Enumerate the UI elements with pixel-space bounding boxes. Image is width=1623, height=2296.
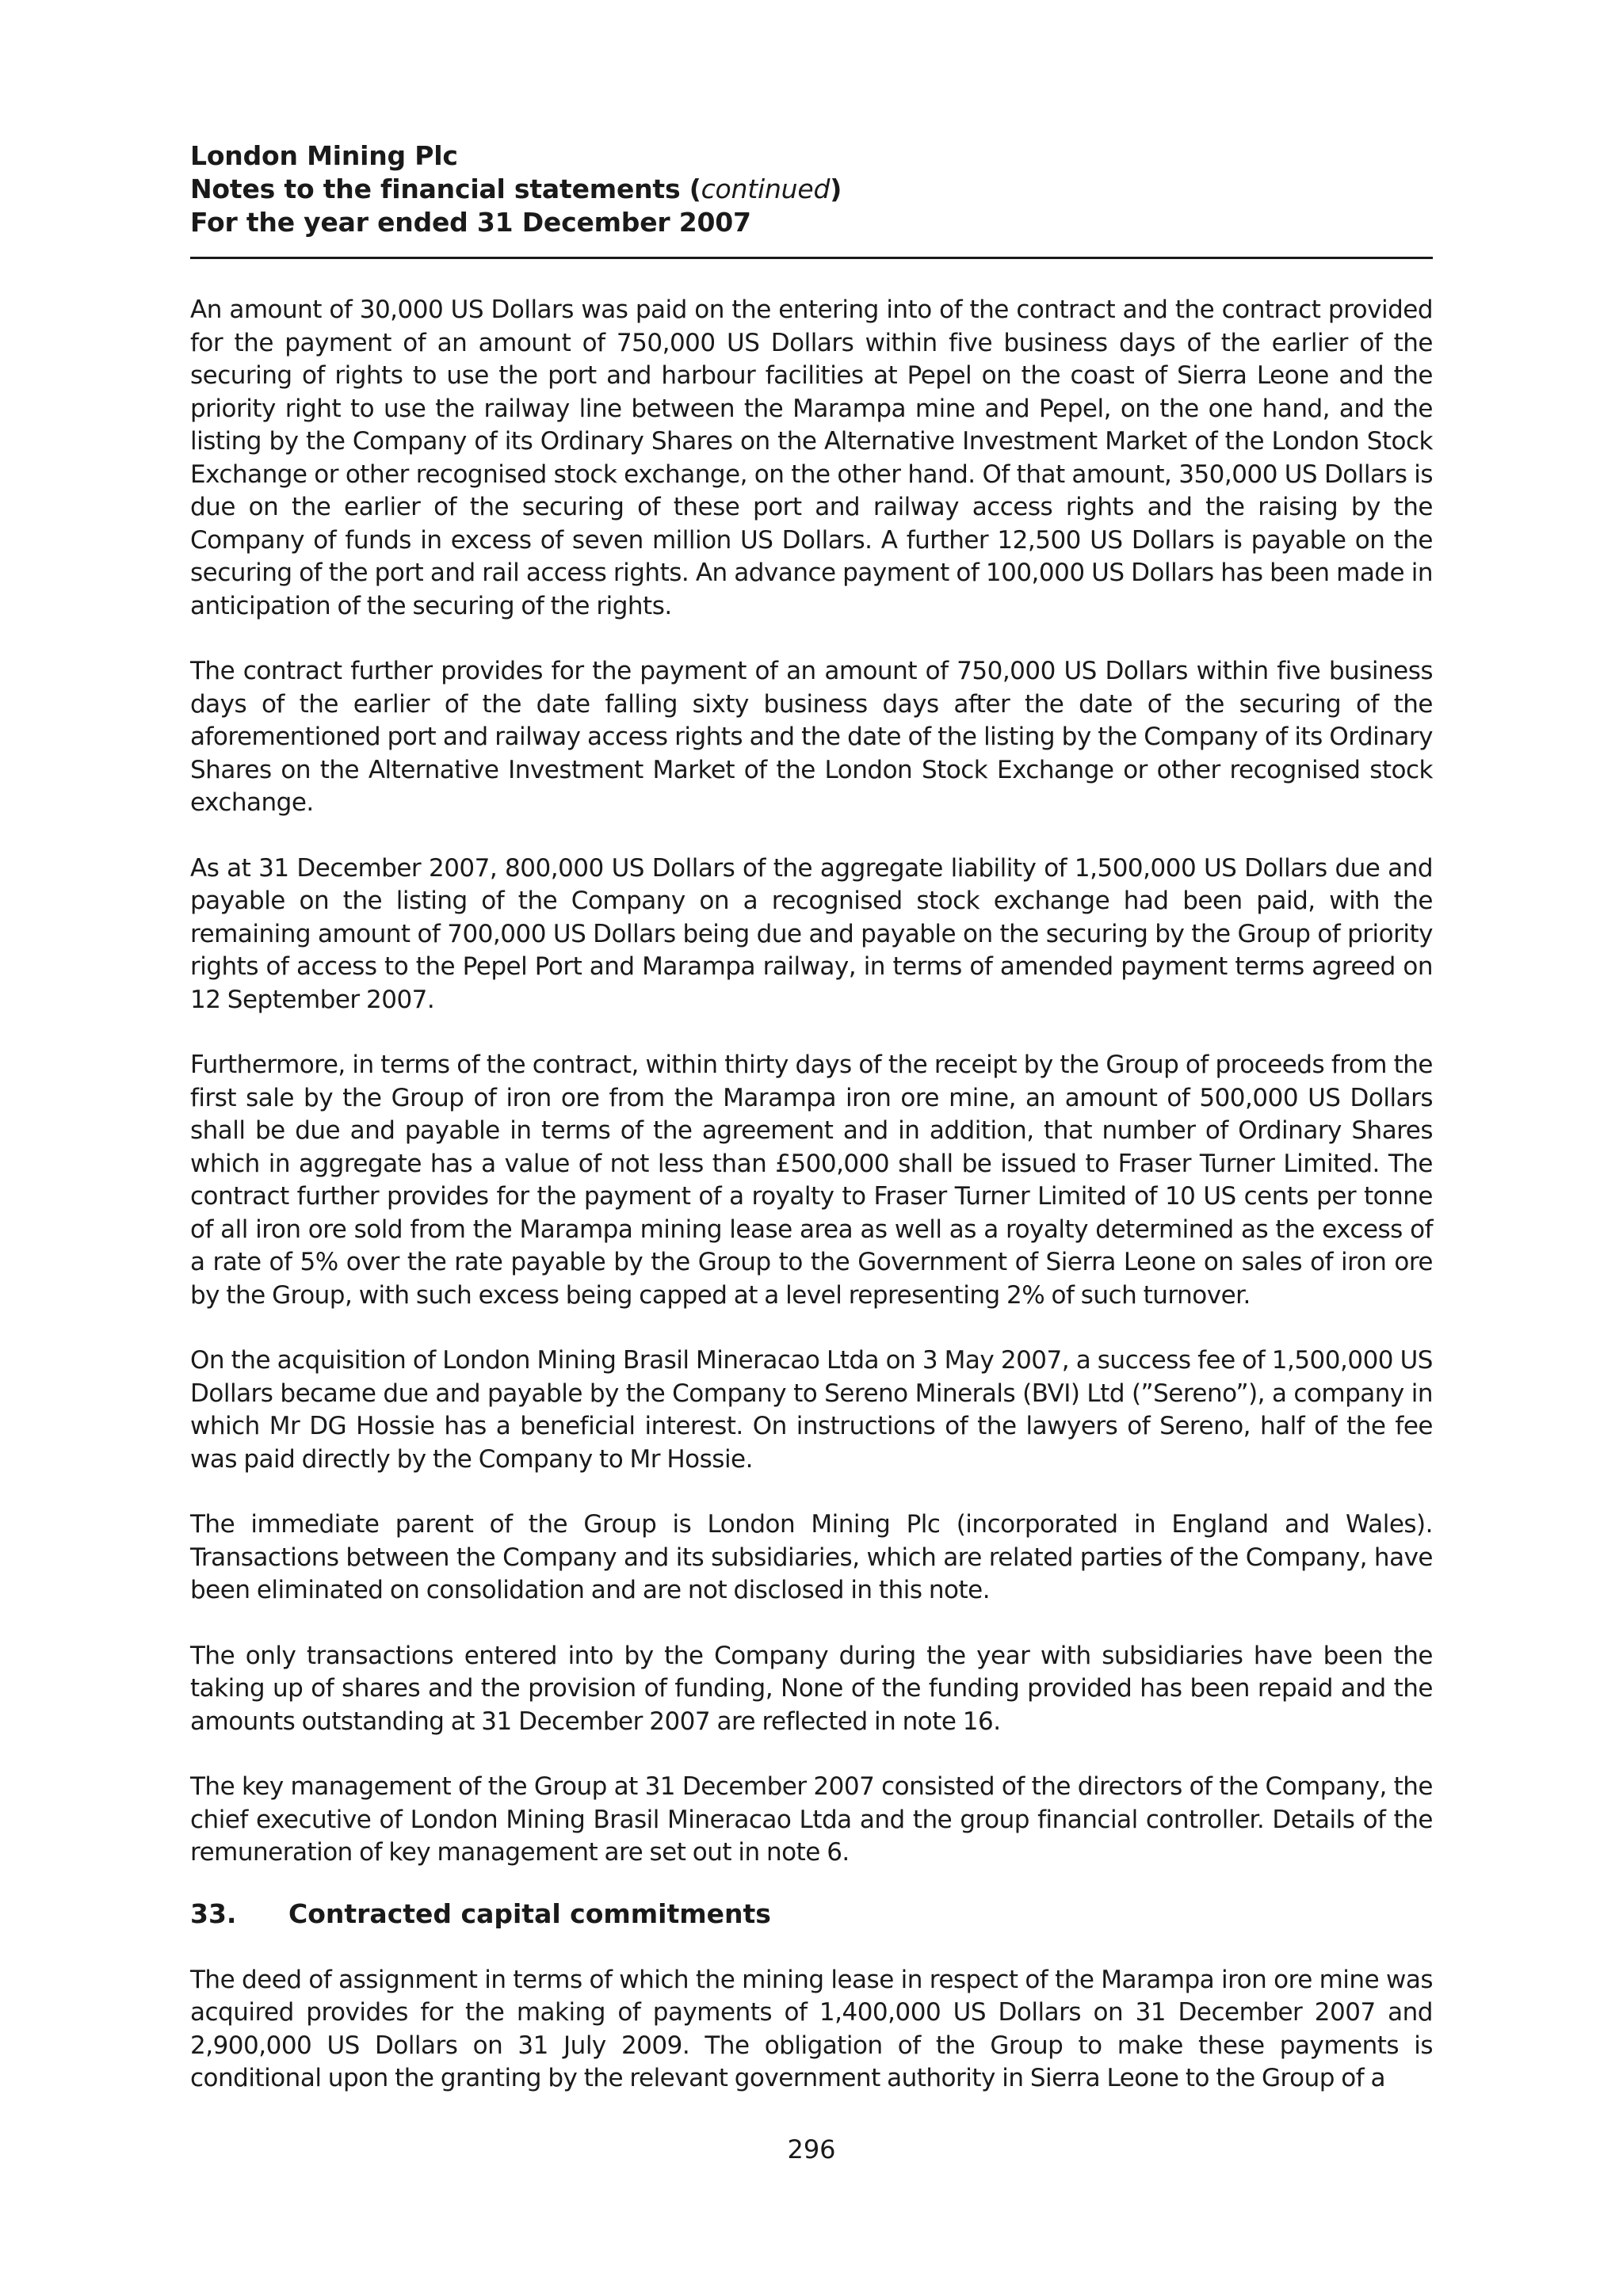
paragraph: The contract further provides for the payment of an amount of 750,000 US Dollars within five business days of the earlier of the date falling sixty business days after the date of the securing of the aforementioned port and railway access rights and the date of the listing by the Company of its Ordinary Shares on the Alternative Investment Market of the London Stock Exchange or other recognised stock exchange.: [190, 657, 1433, 817]
section-heading: [190, 1897, 1433, 1931]
paragraph: The only transactions entered into by the Company during the year with subsidiaries have been the taking up of shares and the provision of funding, None of the funding provided has been repaid and the amounts outstanding at 31 December 2007 are reflected in note 16.: [190, 1641, 1433, 1736]
company-name: London Mining Plc: [190, 140, 458, 171]
section-number: 33.: [190, 1897, 237, 1929]
page-content: [190, 139, 1433, 2128]
header-divider: [190, 257, 1433, 259]
paragraph: On the acquisition of London Mining Brasil Mineracao Ltda on 3 May 2007, a success fee of 1,500,000 US Dollars became due and payable by the Company to Sereno Minerals (BVI) Ltd (”Sereno”), a company in which Mr DG Hossie has a beneficial interest. On instructions of the lawyers of Sereno, half of the fee was paid directly by the Company to Mr Hossie.: [190, 1346, 1433, 1474]
notes-title: Notes to the financial statements (continued): [190, 174, 842, 204]
page-number: 296: [787, 2134, 836, 2164]
section-paragraph: The deed of assignment in terms of which the mining lease in respect of the Marampa iron ore mine was acquired provides for the making of payments of 1,400,000 US Dollars on 31 December 2007 and 2,900,000 US Dollars on 31 July 2009. The obligation of the Group to make these payments is conditional upon the granting by the relevant government authority in Sierra Leone to the Group of a: [190, 1965, 1433, 2092]
page-header: [190, 139, 1433, 239]
paragraph: Furthermore, in terms of the contract, within thirty days of the receipt by the Group of proceeds from the first sale by the Group of iron ore from the Marampa iron ore mine, an amount of 500,000 US Dollars shall be due and payable in terms of the agreement and in addition, that number of Ordinary Shares which in aggregate has a value of not less than £500,000 shall be issued to Fraser Turner Limited. The contract further provides for the payment of a royalty to Fraser Turner Limited of 10 US cents per tonne of all iron ore sold from the Marampa mining lease area as well as a royalty determined as the excess of a rate of 5% over the rate payable by the Group to the Government of Sierra Leone on sales of iron ore by the Group, with such excess being capped at a level representing 2% of such turnover.: [190, 1051, 1433, 1310]
paragraph: The key management of the Group at 31 December 2007 consisted of the directors of the Company, the chief executive of London Mining Brasil Mineracao Ltda and the group financial controller. Details of the remuneration of key management are set out in note 6.: [190, 1772, 1433, 1867]
section-title: Contracted capital commitments: [288, 1897, 771, 1929]
reporting-period: For the year ended 31 December 2007: [190, 207, 751, 238]
paragraph: As at 31 December 2007, 800,000 US Dollars of the aggregate liability of 1,500,000 US Dollars due and payable on the listing of the Company on a recognised stock exchange had been paid, with the remaining amount of 700,000 US Dollars being due and payable on the securing by the Group of priority rights of access to the Pepel Port and Marampa railway, in terms of amended payment terms agreed on 12 September 2007.: [190, 853, 1433, 1014]
paragraph: The immediate parent of the Group is London Mining Plc (incorporated in England and Wales). Transactions between the Company and its subsidiaries, which are related parties of the Company, have been eliminated on consolidation and are not disclosed in this note.: [190, 1510, 1433, 1604]
continued-label: continued: [701, 174, 831, 204]
paragraph: An amount of 30,000 US Dollars was paid on the entering into of the contract and the contract provided for the payment of an amount of 750,000 US Dollars within five business days of the earlier of the securing of rights to use the port and harbour facilities at Pepel on the coast of Sierra Leone and the priority right to use the railway line between the Marampa mine and Pepel, on the one hand, and the listing by the Company of its Ordinary Shares on the Alternative Investment Market of the London Stock Exchange or other recognised stock exchange, on the other hand. Of that amount, 350,000 US Dollars is due on the earlier of the securing of these port and railway access rights and the raising by the Company of funds in excess of seven million US Dollars. A further 12,500 US Dollars is payable on the securing of the port and rail access rights. An advance payment of 100,000 US Dollars has been made in anticipation of the securing of the rights.: [190, 296, 1433, 620]
